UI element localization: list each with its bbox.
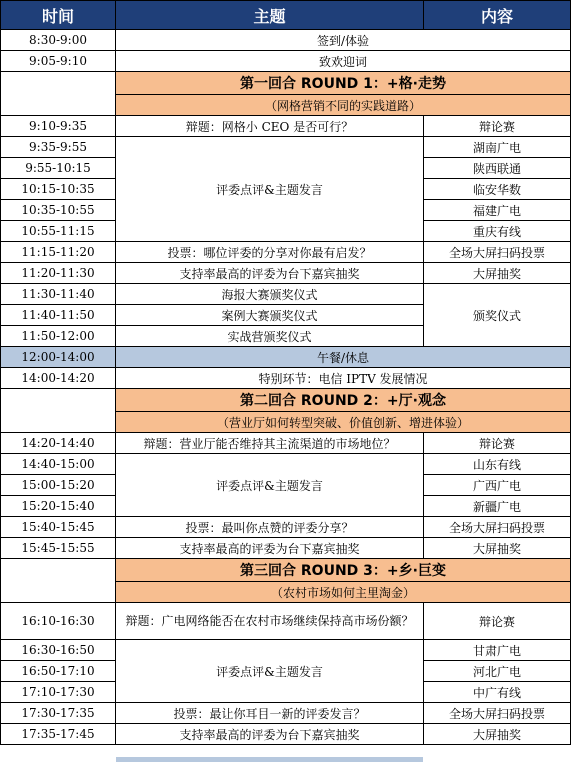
time-cell: 9:05-9:10 <box>1 51 116 72</box>
round-subtitle: （营业厅如何转型突破、价值创新、增进体验） <box>116 412 571 433</box>
time-cell: 14:40-15:00 <box>1 454 116 475</box>
table-row <box>1 538 571 559</box>
time-cell: 10:15-10:35 <box>1 179 116 200</box>
topic-cell: 投票：最叫你点赞的评委分享？ <box>116 517 424 538</box>
round-subtitle: （农村市场如何主里淘金） <box>116 582 571 603</box>
time-cell: 17:10-17:30 <box>1 682 116 703</box>
time-cell: 17:30-17:35 <box>1 703 116 724</box>
topic-cell: 辩题：广电网络能否在农村市场继续保持高市场份额？ <box>116 603 424 640</box>
content-cell: 颁奖仪式 <box>424 284 571 347</box>
topic-cell: 评委点评&主题发言 <box>116 454 424 517</box>
round-title: 第二回合 ROUND 2：+厅·观念 <box>116 389 571 412</box>
time-cell: 8:30-9:00 <box>1 30 116 51</box>
round-row <box>1 389 571 412</box>
topic-cell: 评委点评&主题发言 <box>116 137 424 242</box>
table-row <box>1 284 571 305</box>
partial-next-row <box>116 757 423 762</box>
topic-cell: 投票：最让你耳目一新的评委发言？ <box>116 703 424 724</box>
round-subtitle: （网格营销不同的实践道路） <box>116 95 571 116</box>
time-cell: 15:45-15:55 <box>1 538 116 559</box>
content-cell: 全场大屏扫码投票 <box>424 242 571 263</box>
topic-cell: 投票：哪位评委的分享对你最有启发？ <box>116 242 424 263</box>
content-cell: 甘肃广电 <box>424 640 571 661</box>
content-cell: 全场大屏扫码投票 <box>424 703 571 724</box>
time-cell: 16:50-17:10 <box>1 661 116 682</box>
content-cell: 大屏抽奖 <box>424 538 571 559</box>
topic-cell: 支持率最高的评委为台下嘉宾抽奖 <box>116 538 424 559</box>
content-cell: 重庆有线 <box>424 221 571 242</box>
time-cell: 9:35-9:55 <box>1 137 116 158</box>
table-row <box>1 640 571 661</box>
content-cell: 广西广电 <box>424 475 571 496</box>
table-row <box>1 603 571 640</box>
content-cell: 辩论赛 <box>424 116 571 137</box>
lunch-row <box>1 347 571 368</box>
table-row <box>1 263 571 284</box>
table-row <box>1 368 571 389</box>
content-cell: 湖南广电 <box>424 137 571 158</box>
content-cell: 临安华数 <box>424 179 571 200</box>
round-title: 第一回合 ROUND 1：+格·走势 <box>116 72 571 95</box>
time-cell: 10:35-10:55 <box>1 200 116 221</box>
time-cell: 10:55-11:15 <box>1 221 116 242</box>
topic-cell: 辩题：营业厅能否维持其主流渠道的市场地位？ <box>116 433 424 454</box>
time-cell: 11:20-11:30 <box>1 263 116 284</box>
table-row <box>1 116 571 137</box>
time-cell: 16:10-16:30 <box>1 603 116 640</box>
table-row <box>1 724 571 745</box>
topic-cell: 评委点评&主题发言 <box>116 640 424 703</box>
round-row <box>1 559 571 582</box>
time-cell: 15:00-15:20 <box>1 475 116 496</box>
table-row <box>1 433 571 454</box>
time-cell: 14:00-14:20 <box>1 368 116 389</box>
time-cell: 11:40-11:50 <box>1 305 116 326</box>
content-cell: 辩论赛 <box>424 603 571 640</box>
time-cell: 17:35-17:45 <box>1 724 116 745</box>
table-row <box>1 242 571 263</box>
content-cell: 新疆广电 <box>424 496 571 517</box>
time-cell: 9:55-10:15 <box>1 158 116 179</box>
topic-cell: 特别环节：电信 IPTV 发展情况 <box>116 368 571 389</box>
time-cell: 12:00-14:00 <box>1 347 116 368</box>
content-cell: 山东有线 <box>424 454 571 475</box>
header-topic: 主题 <box>116 1 424 30</box>
empty-cell <box>1 389 116 433</box>
round-row <box>1 72 571 95</box>
table-row <box>1 51 571 72</box>
header-content: 内容 <box>424 1 571 30</box>
content-cell: 陕西联通 <box>424 158 571 179</box>
time-cell: 15:20-15:40 <box>1 496 116 517</box>
time-cell: 16:30-16:50 <box>1 640 116 661</box>
content-cell: 中广有线 <box>424 682 571 703</box>
time-cell: 11:30-11:40 <box>1 284 116 305</box>
content-cell: 大屏抽奖 <box>424 263 571 284</box>
empty-cell <box>1 559 116 603</box>
header-row <box>1 1 571 30</box>
topic-cell: 签到/体验 <box>116 30 571 51</box>
table-row <box>1 517 571 538</box>
round-title: 第三回合 ROUND 3：+乡·巨变 <box>116 559 571 582</box>
topic-cell: 致欢迎词 <box>116 51 571 72</box>
header-time: 时间 <box>1 1 116 30</box>
table-row <box>1 703 571 724</box>
table-row <box>1 30 571 51</box>
topic-cell: 午餐/休息 <box>116 347 571 368</box>
topic-cell: 案例大赛颁奖仪式 <box>116 305 424 326</box>
content-cell: 辩论赛 <box>424 433 571 454</box>
topic-cell: 实战营颁奖仪式 <box>116 326 424 347</box>
content-cell: 福建广电 <box>424 200 571 221</box>
content-cell: 河北广电 <box>424 661 571 682</box>
topic-cell: 海报大赛颁奖仪式 <box>116 284 424 305</box>
content-cell: 全场大屏扫码投票 <box>424 517 571 538</box>
time-cell: 15:40-15:45 <box>1 517 116 538</box>
content-cell: 大屏抽奖 <box>424 724 571 745</box>
table-row <box>1 454 571 475</box>
topic-cell: 支持率最高的评委为台下嘉宾抽奖 <box>116 263 424 284</box>
time-cell: 14:20-14:40 <box>1 433 116 454</box>
time-cell: 11:15-11:20 <box>1 242 116 263</box>
empty-cell <box>1 72 116 116</box>
topic-cell: 支持率最高的评委为台下嘉宾抽奖 <box>116 724 424 745</box>
table-row <box>1 137 571 158</box>
time-cell: 11:50-12:00 <box>1 326 116 347</box>
topic-cell: 辩题：网格小 CEO 是否可行？ <box>116 116 424 137</box>
time-cell: 9:10-9:35 <box>1 116 116 137</box>
